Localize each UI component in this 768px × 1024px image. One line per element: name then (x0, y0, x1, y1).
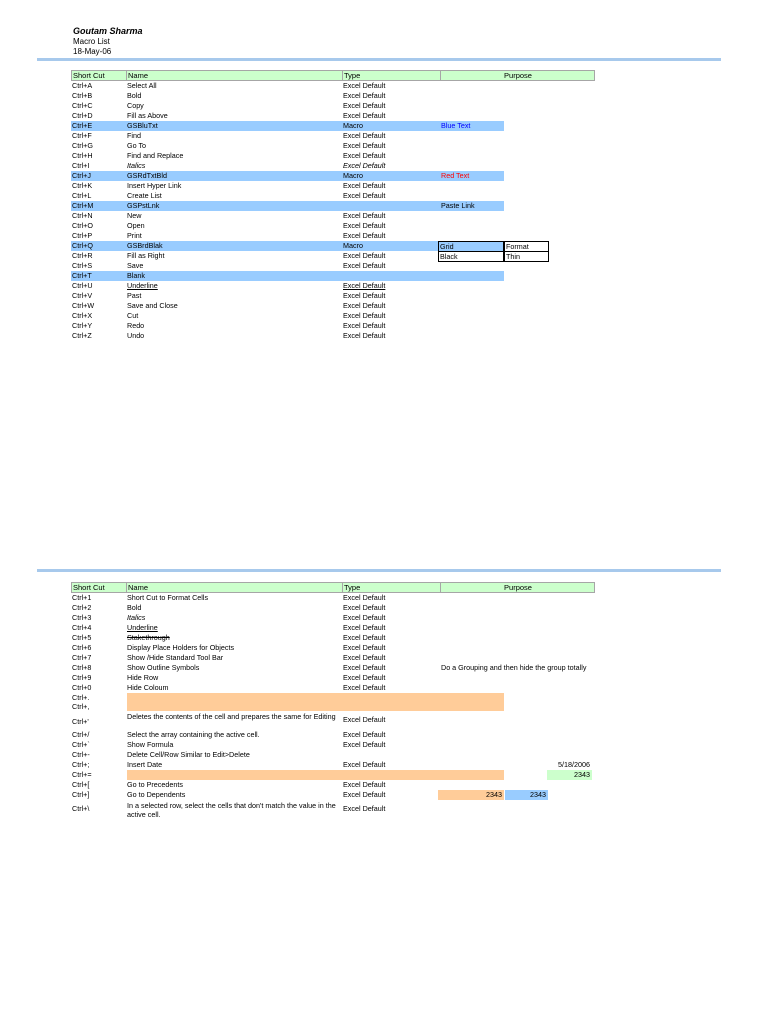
sum-value-cell[interactable]: 2343 (547, 770, 592, 780)
header-name: Name (126, 582, 343, 593)
table-row[interactable]: Ctrl+- Delete Cell/Row Similar to Edit>Delete (72, 750, 250, 759)
macro-table-symbols (71, 582, 611, 819)
table-row[interactable]: Ctrl+R Fill as Right Excel Default Black Thin (71, 251, 611, 261)
table-row[interactable]: Ctrl+O Open Excel Default (72, 221, 386, 230)
table-row[interactable]: Ctrl+V Past Excel Default (72, 291, 386, 300)
dependent-value-blue[interactable]: 2343 (505, 790, 548, 800)
table-row[interactable]: Ctrl+. Ctrl+, (71, 693, 611, 711)
dependent-value-orange[interactable]: 2343 (438, 790, 504, 800)
table-row[interactable]: Ctrl+0 Hide Coloum Excel Default (72, 683, 386, 692)
table-row[interactable]: Ctrl+W Save and Close Excel Default (72, 301, 386, 310)
table-row[interactable]: Ctrl+G Go To Excel Default (72, 141, 386, 150)
table-row[interactable]: Ctrl+9 Hide Row Excel Default (72, 673, 386, 682)
table-row[interactable]: Ctrl+4 Underline Excel Default (72, 623, 386, 632)
table-row[interactable]: Ctrl+7 Show /Hide Standard Tool Bar Excel Default (72, 653, 386, 662)
orange-merged-cell (127, 693, 504, 711)
author-name: Goutam Sharma (73, 26, 143, 36)
table-row[interactable]: Ctrl+] Go to Dependents Excel Default 2343 2343 (72, 790, 546, 799)
table-row-macro[interactable]: Ctrl+J GSRdTxtBld Macro Red Text (71, 171, 611, 181)
table-row[interactable]: Ctrl+I Italics Excel Default (72, 161, 386, 170)
table-row[interactable]: Ctrl+H Find and Replace Excel Default (72, 151, 386, 160)
header-purpose: Purpose (440, 70, 595, 81)
table-row[interactable]: Ctrl+L Create List Excel Default (72, 191, 386, 200)
document-subtitle: Macro List (73, 37, 110, 46)
section-rule-top (37, 58, 721, 61)
header-purpose: Purpose (440, 582, 595, 593)
table-header (71, 70, 611, 81)
table-row[interactable]: Ctrl+2 Bold Excel Default (72, 603, 386, 612)
border-grid-cell[interactable]: Grid (438, 241, 504, 252)
table-row[interactable]: Ctrl+1 Short Cut to Format Cells Excel Default (72, 593, 386, 602)
table-row[interactable]: Ctrl+K Insert Hyper Link Excel Default (72, 181, 386, 190)
orange-merged-cell (127, 770, 504, 780)
table-row[interactable]: Ctrl+` Show Formula Excel Default (72, 740, 386, 749)
macro-table-letters (71, 70, 611, 341)
border-thin-cell[interactable]: Thin (504, 251, 549, 262)
table-row[interactable]: Ctrl+8 Show Outline Symbols Excel Default Do a Grouping and then hide the group totally (72, 663, 587, 672)
header-type: Type (342, 70, 441, 81)
table-row[interactable]: Ctrl+; Insert Date Excel Default 5/18/2006 (72, 760, 590, 769)
table-row[interactable]: Ctrl+N New Excel Default (72, 211, 386, 220)
table-row[interactable]: Ctrl+[ Go to Precedents Excel Default (72, 780, 386, 789)
date-value-cell[interactable]: 5/18/2006 (558, 760, 590, 769)
table-row[interactable]: Ctrl+Z Undo Excel Default (72, 331, 386, 340)
section-rule-middle (37, 569, 721, 572)
table-row[interactable]: Ctrl+S Save Excel Default (72, 261, 386, 270)
table-row[interactable]: Ctrl+C Copy Excel Default (72, 101, 386, 110)
table-row[interactable]: Ctrl+P Print Excel Default (72, 231, 386, 240)
table-row[interactable]: Ctrl+F Find Excel Default (72, 131, 386, 140)
table-row[interactable]: Ctrl+B Bold Excel Default (72, 91, 386, 100)
table-header (71, 582, 611, 593)
header-shortcut: Short Cut (71, 582, 127, 593)
table-row[interactable]: Ctrl+D Fill as Above Excel Default (72, 111, 386, 120)
document-date: 18-May-06 (73, 47, 112, 56)
table-row[interactable]: Ctrl+= 2343 (72, 770, 590, 779)
header-type: Type (342, 582, 441, 593)
table-row[interactable]: Ctrl+3 Italics Excel Default (72, 613, 386, 622)
table-row[interactable]: Ctrl+A Select All Excel Default (72, 81, 386, 90)
table-row[interactable]: Ctrl+U Underline Excel Default (72, 281, 386, 290)
table-row[interactable]: Ctrl+X Cut Excel Default (72, 311, 386, 320)
table-row[interactable]: Ctrl+\ In a selected row, select the cells that don't match the value in the active cell. Excel Default (72, 801, 386, 819)
table-row-macro[interactable]: Ctrl+E GSBluTxt Macro Blue Text (71, 121, 611, 131)
border-format-cell[interactable]: Format (504, 241, 549, 252)
border-black-cell[interactable]: Black (438, 251, 504, 262)
header-shortcut: Short Cut (71, 70, 127, 81)
table-row[interactable]: Ctrl+6 Display Place Holders for Objects Excel Default (72, 643, 386, 652)
table-row[interactable]: Ctrl+/ Select the array containing the active cell. Excel Default (72, 730, 386, 739)
table-row-macro[interactable]: Ctrl+M GSPstLnk Paste Link (71, 201, 611, 211)
table-row[interactable]: Ctrl+' Deletes the contents of the cell and prepares the same for Editing Excel Default (72, 712, 386, 726)
table-row[interactable]: Ctrl+5 Stakethrough Excel Default (72, 633, 386, 642)
header-name: Name (126, 70, 343, 81)
table-row-macro[interactable]: Ctrl+T Blank (71, 271, 611, 281)
table-row[interactable]: Ctrl+Y Redo Excel Default (72, 321, 386, 330)
table-row-macro[interactable]: Ctrl+Q GSBrdBlak Macro Grid Format (71, 241, 611, 251)
